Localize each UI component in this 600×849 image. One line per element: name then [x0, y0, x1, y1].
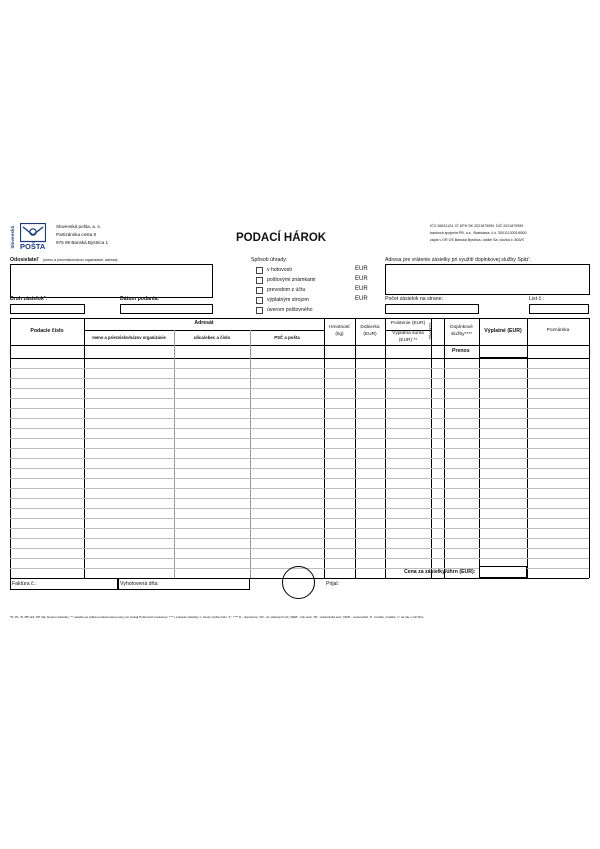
col-dobierka: Dobierka (EUR)	[360, 325, 380, 337]
date-field[interactable]	[120, 304, 213, 314]
payment-credit-checkbox[interactable]	[256, 307, 263, 314]
table-row[interactable]	[10, 408, 589, 409]
sender-label: Odosielateľ	[10, 257, 39, 263]
totals-label: Cena za zásielky/úhrn (EUR):	[404, 569, 476, 575]
registration-line-3: zápis v OR OS Banská Bystrica, oddiel Sa, vložka č. 803/S	[430, 238, 524, 242]
page-title: PODACÍ HÁROK	[236, 232, 327, 244]
table-row[interactable]	[10, 548, 589, 549]
return-address-label: Adresa pre vrátenie zásielky pri využití doplnkovej služby Späť:	[385, 257, 530, 263]
shipment-type-field[interactable]	[10, 304, 85, 314]
table-row[interactable]	[10, 388, 589, 389]
payment-cash-checkbox[interactable]	[256, 267, 263, 274]
table-row[interactable]	[10, 518, 589, 519]
col-ulica: ulica/obec a číslo	[193, 334, 231, 340]
sheet-field[interactable]	[529, 304, 589, 314]
table-row[interactable]	[10, 468, 589, 469]
table-row[interactable]	[10, 508, 589, 509]
table-row[interactable]	[10, 398, 589, 399]
issued-date-label: Vyhotovená dňa:	[120, 581, 159, 587]
col-poistenie: Poistenie (EUR)	[390, 320, 426, 326]
table-row[interactable]	[10, 528, 589, 529]
payment-label: Spôsob úhrady:	[251, 257, 288, 263]
shipment-type-label: Druh zásielok*:	[10, 296, 48, 302]
col-adresat: Adresát	[194, 320, 214, 327]
company-name: Slovenská pošta, a. s.	[56, 224, 101, 229]
table-row[interactable]	[10, 538, 589, 539]
payment-option-label: v hotovosti	[267, 267, 292, 273]
payment-transfer-checkbox[interactable]	[256, 287, 263, 294]
prenos-label: Prenos	[452, 348, 470, 354]
header-divider	[10, 345, 589, 346]
col-vyplatna-suma: Výplatná suma (EUR) **	[392, 331, 424, 343]
logo-text: POŠTA	[20, 242, 46, 251]
count-label: Počet zásielok na strane:	[385, 296, 443, 302]
table-border	[589, 318, 590, 578]
prenos-value-line	[479, 357, 527, 359]
logo-vertical-text: Slovenská	[10, 225, 16, 249]
table-row[interactable]	[10, 478, 589, 479]
table-row[interactable]	[10, 558, 589, 559]
table-row[interactable]	[10, 458, 589, 459]
table-row[interactable]	[10, 448, 589, 449]
table-row[interactable]	[10, 418, 589, 419]
company-city: 975 99 Banská Bystrica 1	[56, 240, 109, 245]
return-address-field[interactable]	[385, 264, 590, 295]
payment-option-label: výplatným strojom	[267, 297, 309, 303]
footnote: *R, PL, B, PB, EZ, PP, SE, Expres zásielky; ** uvádza sa výška poukazovanej sumy pri podaji Poštových poukazov; *** v prípade zásielky 1. triedy uviďte číslo "1"; **** D - dorušenie, VR - do vlastných rúk, WEB - info web, TR - telefonická avíz, NDR - nedoručiteľ, P - krehké, značka "+" sk ide o UZ Plus	[10, 615, 424, 619]
postal-stamp-circle	[282, 566, 315, 599]
payment-option-label: prevodom z účtu	[267, 287, 306, 293]
payment-option-label: úverom poštovného	[267, 307, 313, 313]
sender-field[interactable]	[10, 264, 213, 298]
col-psc: PSČ a pošta	[274, 334, 300, 340]
registration-line-2: banková spojenie:PB, a.s., Bratislava, č.ú. 3001113001/6500	[430, 231, 527, 235]
post-horn-logo-icon	[20, 223, 46, 243]
table-row[interactable]	[10, 498, 589, 499]
shipments-table	[10, 318, 589, 578]
table-row[interactable]	[10, 378, 589, 379]
table-row[interactable]	[10, 488, 589, 489]
payment-currency: EUR	[355, 276, 368, 282]
count-field[interactable]	[385, 304, 479, 314]
sender-hint: (meno a priezvisko/názov organizácie, adresa):	[43, 258, 119, 262]
col-meno: meno a priezvisko/názov organizácie	[92, 334, 166, 340]
table-row[interactable]	[10, 428, 589, 429]
col-poznamka: Poznámka	[546, 328, 570, 334]
col-doplnkove: Doplnkové služby****	[450, 325, 473, 337]
col-vyplatne: Výplatné (EUR)	[484, 327, 522, 334]
payment-option-label: poštovými známkami	[267, 277, 316, 283]
payment-currency: EUR	[355, 266, 368, 272]
totals-field[interactable]	[479, 566, 527, 578]
accepted-label: Prijal:	[326, 581, 339, 587]
table-row[interactable]	[10, 368, 589, 369]
col-hmotnost: Hmotnosť (kg)	[329, 325, 350, 337]
company-street: Partizánska cesta 9	[56, 232, 97, 237]
payment-franking-checkbox[interactable]	[256, 297, 263, 304]
company-logo	[10, 223, 50, 253]
date-label: Dátum podania:	[120, 296, 160, 302]
payment-currency: EUR	[355, 286, 368, 292]
invoice-label: Faktúra č.:	[12, 581, 37, 587]
col-podacie-cislo: Podacie číslo	[30, 327, 64, 334]
table-row[interactable]	[10, 438, 589, 439]
registration-line-1: IČO 36631124, IČ DPH SK 2021879959, DIČ 2021879959	[430, 224, 524, 228]
payment-currency: EUR	[355, 296, 368, 302]
payment-stamps-checkbox[interactable]	[256, 277, 263, 284]
sheet-label: List č.:	[529, 296, 544, 302]
col-trieda-text: Trieda***	[428, 322, 434, 340]
col-trieda	[428, 318, 444, 345]
